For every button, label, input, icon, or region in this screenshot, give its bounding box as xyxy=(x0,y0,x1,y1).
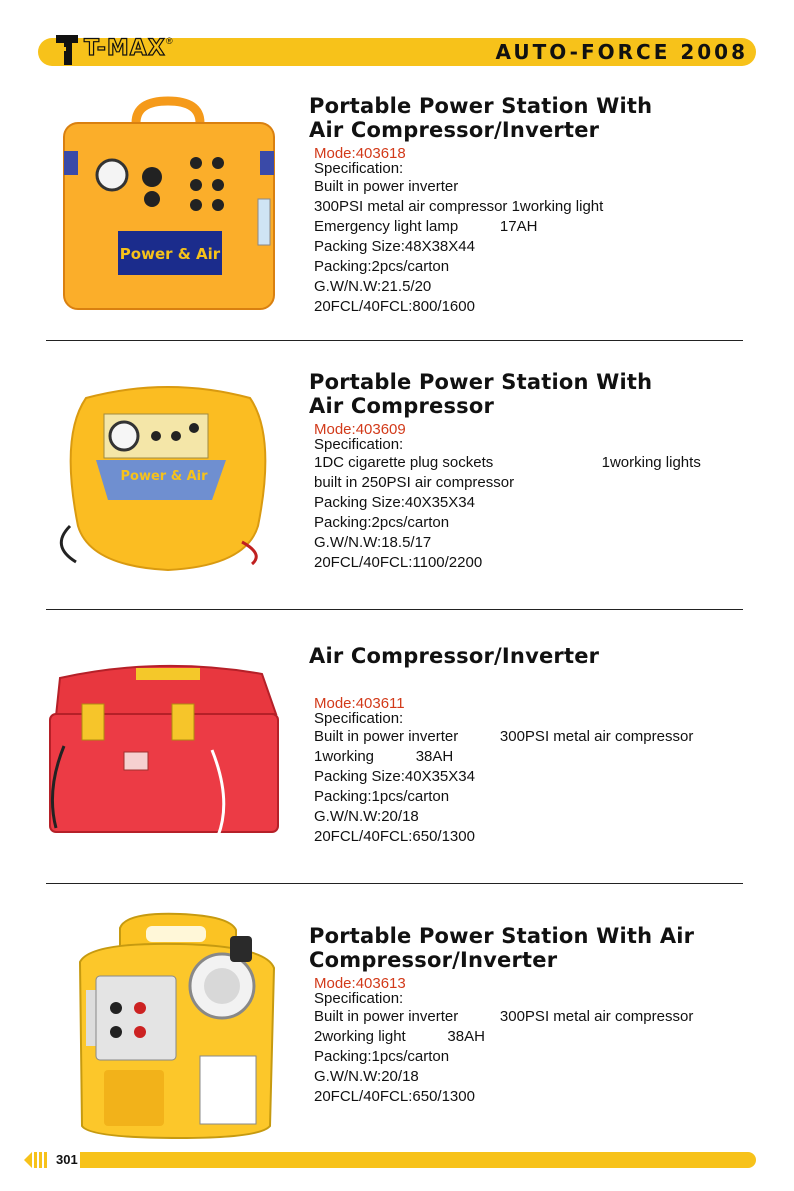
spec-line: Built in power inverter 300PSI metal air compressor xyxy=(314,1008,694,1025)
spec-line: 1working 38AH xyxy=(314,748,454,765)
spec-label: Specification: xyxy=(314,436,404,453)
model-number: Mode:403609 xyxy=(314,421,406,438)
spec-line: 1DC cigarette plug sockets 1working lights xyxy=(314,454,701,471)
spec-label: Specification: xyxy=(314,160,404,177)
product-spec xyxy=(314,422,701,573)
product-title xyxy=(309,370,652,418)
section-divider xyxy=(46,609,743,610)
spec-line: 300PSI metal air compressor 1working light xyxy=(314,198,604,215)
spec-label: Specification: xyxy=(314,990,404,1007)
spec-line: Packing Size:40X35X34 xyxy=(314,768,475,785)
product-title-line: Portable Power Station With xyxy=(309,370,653,394)
model-number: Mode:403611 xyxy=(314,695,405,712)
spec-line: Packing Size:40X35X34 xyxy=(314,494,475,511)
spec-line: built in 250PSI air compressor xyxy=(314,474,515,491)
model-number: Mode:403618 xyxy=(314,145,406,162)
product-title-line: Air Compressor/Inverter xyxy=(309,644,600,668)
product-spec xyxy=(314,696,693,847)
spec-line: G.W/N.W:20/18 xyxy=(314,808,419,825)
product-title xyxy=(309,644,599,668)
product-title-line: Air Compressor/Inverter xyxy=(309,118,600,142)
page-number: 301 xyxy=(56,1152,78,1167)
spec-line: Emergency light lamp 17AH xyxy=(314,218,538,235)
spec-line: Built in power inverter 300PSI metal air compressor xyxy=(314,728,694,745)
spec-line: 20FCL/40FCL:1100/2200 xyxy=(314,554,483,571)
spec-line: G.W/N.W:18.5/17 xyxy=(314,534,432,551)
product-title-line: Air Compressor xyxy=(309,394,495,418)
spec-line: Packing:2pcs/carton xyxy=(314,258,450,275)
product-title-line: Portable Power Station With Air xyxy=(309,924,695,948)
section-divider xyxy=(46,883,743,884)
section-divider xyxy=(46,340,743,341)
catalog-title: AUTO-FORCE 2008 xyxy=(495,40,748,64)
spec-line: 20FCL/40FCL:650/1300 xyxy=(314,828,475,845)
registered-mark: ® xyxy=(166,36,173,46)
spec-line: Packing:1pcs/carton xyxy=(314,1048,450,1065)
product-image-403609 xyxy=(46,376,290,576)
product-title xyxy=(309,924,694,972)
product-title-line: Portable Power Station With xyxy=(309,94,653,118)
spec-line: Packing:2pcs/carton xyxy=(314,514,450,531)
footer-band xyxy=(80,1152,756,1168)
spec-line: Built in power inverter xyxy=(314,178,459,195)
product-image-403611 xyxy=(40,660,290,846)
product-image-403618 xyxy=(46,95,290,321)
product-title-line: Compressor/Inverter xyxy=(309,948,558,972)
product-title xyxy=(309,94,652,142)
spec-line: 20FCL/40FCL:650/1300 xyxy=(314,1088,475,1105)
spec-line: Packing:1pcs/carton xyxy=(314,788,450,805)
logo-wordmark: T-MAX xyxy=(84,36,166,61)
product-image-403613 xyxy=(60,906,290,1146)
spec-line: G.W/N.W:20/18 xyxy=(314,1068,419,1085)
svg-text:Power & Air: Power & Air xyxy=(120,469,208,484)
spec-line: Packing Size:48X38X44 xyxy=(314,238,475,255)
page-marker-icon xyxy=(24,1152,54,1168)
spec-line: 2working light 38AH xyxy=(314,1028,485,1045)
model-number: Mode:403613 xyxy=(314,975,406,992)
svg-text:Power & Air: Power & Air xyxy=(119,245,221,263)
product-spec xyxy=(314,146,603,317)
spec-label: Specification: xyxy=(314,710,404,727)
spec-line: G.W/N.W:21.5/20 xyxy=(314,278,432,295)
spec-line: 20FCL/40FCL:800/1600 xyxy=(314,298,475,315)
product-spec xyxy=(314,976,693,1107)
